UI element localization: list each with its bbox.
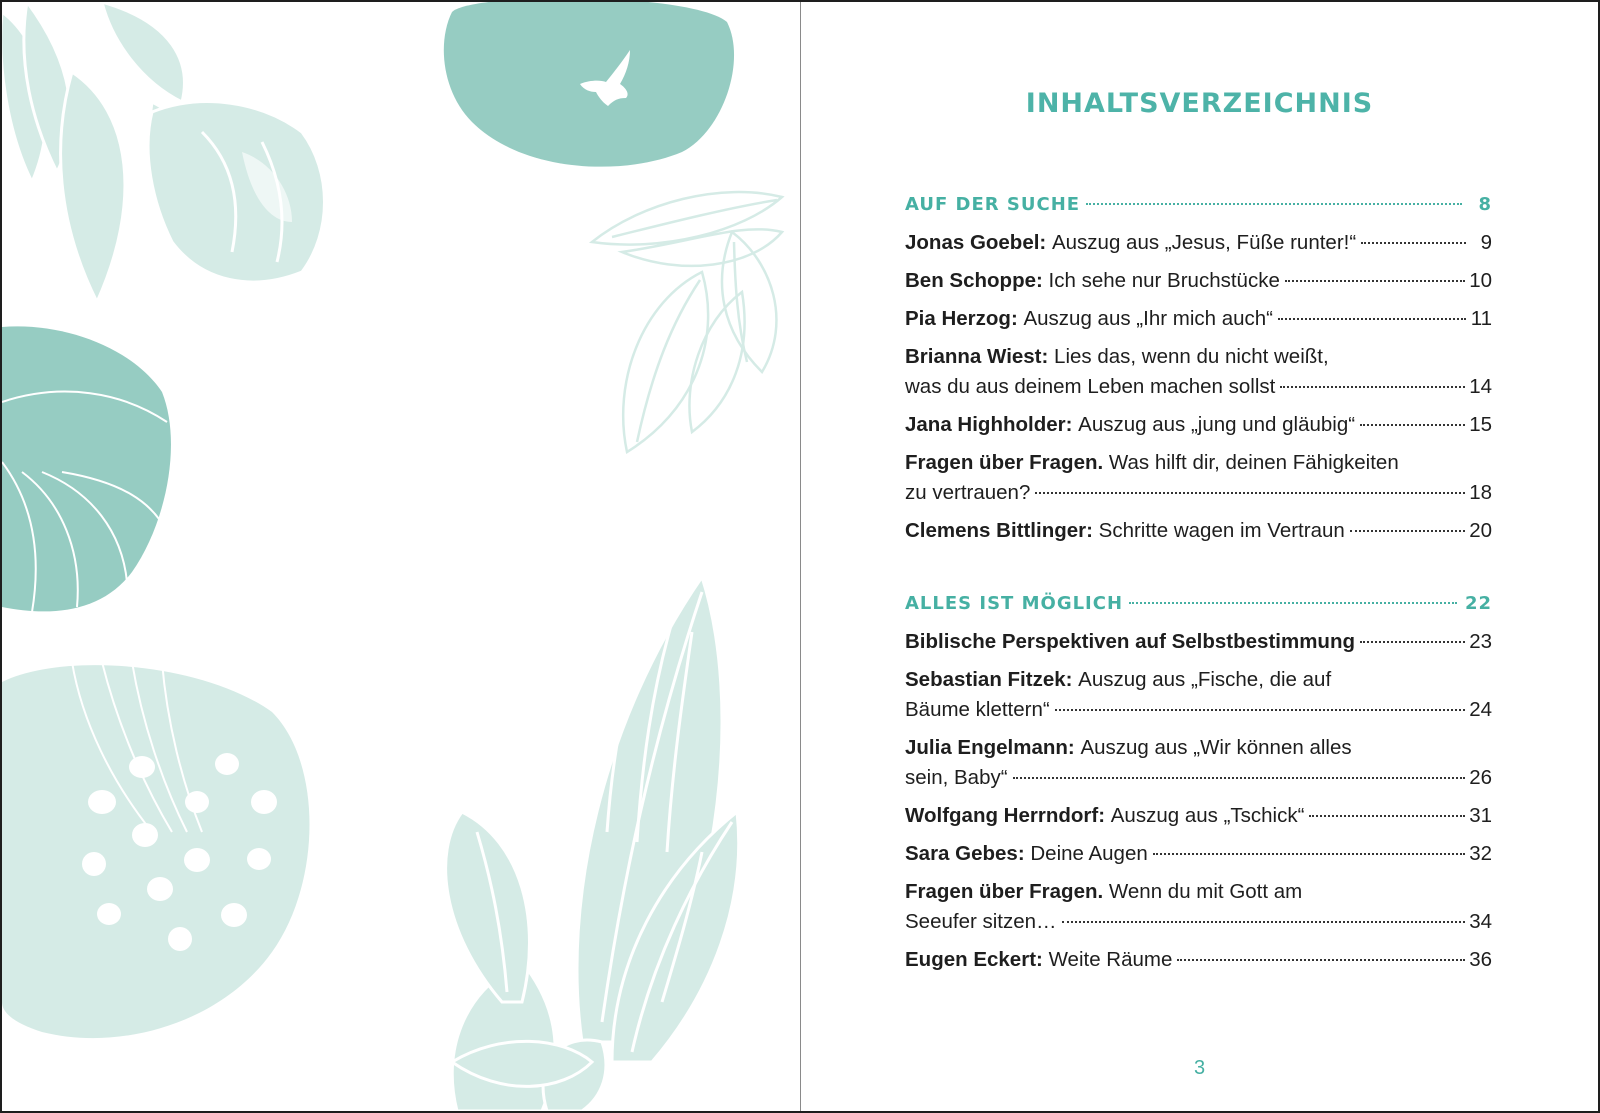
section-page: 22 bbox=[1464, 593, 1492, 614]
leaf-branch-top-left bbox=[2, 2, 325, 302]
section-heading[interactable] bbox=[905, 587, 1492, 621]
toc-entry[interactable] bbox=[905, 304, 1492, 334]
entry-title: Auszug aus „jung und gläubig“ bbox=[1078, 413, 1356, 436]
entry-page: 14 bbox=[1469, 375, 1492, 398]
entry-title: Was hilft dir, deinen Fähigkeiten bbox=[1108, 451, 1399, 474]
toc-title: INHALTSVERZEICHNIS bbox=[1025, 88, 1374, 119]
entry-title-continued: zu vertrauen? bbox=[905, 481, 1031, 504]
entry-page: 10 bbox=[1469, 269, 1492, 292]
entry-author: Pia Herzog: bbox=[905, 307, 1018, 330]
teal-blob-middle-left bbox=[2, 326, 171, 612]
entry-title: Auszug aus „Wir können alles bbox=[1080, 736, 1352, 759]
entry-title: Lies das, wenn du nicht weißt, bbox=[1054, 345, 1329, 368]
entry-author: Sebastian Fitzek: bbox=[905, 668, 1073, 691]
toc-entry[interactable] bbox=[905, 801, 1492, 831]
entry-title-continued: Bäume klettern“ bbox=[905, 698, 1050, 721]
dot-leader bbox=[1062, 921, 1466, 923]
toc-entry[interactable] bbox=[905, 733, 1492, 793]
toc-entry[interactable] bbox=[905, 342, 1492, 402]
entry-title: Ich sehe nur Bruchstücke bbox=[1048, 269, 1280, 292]
entry-page: 20 bbox=[1469, 519, 1492, 542]
entry-author: Eugen Eckert: bbox=[905, 948, 1043, 971]
section-heading[interactable] bbox=[905, 188, 1492, 222]
dot-leader bbox=[1055, 709, 1465, 711]
entry-title: Weite Räume bbox=[1048, 948, 1173, 971]
entry-page: 31 bbox=[1469, 804, 1492, 827]
toc-entry[interactable] bbox=[905, 627, 1492, 657]
teal-blob-top bbox=[444, 2, 734, 167]
dot-leader bbox=[1350, 530, 1465, 532]
entry-author: Sara Gebes: bbox=[905, 842, 1025, 865]
decorative-page bbox=[2, 2, 800, 1111]
entry-author: Julia Engelmann: bbox=[905, 736, 1075, 759]
dot-leader bbox=[1177, 959, 1465, 961]
entry-title: Auszug aus „Tschick“ bbox=[1110, 804, 1305, 827]
entry-page: 15 bbox=[1469, 413, 1492, 436]
leaf-plant-bottom-right bbox=[446, 577, 739, 1111]
section-title: AUF DER SUCHE bbox=[905, 194, 1081, 215]
entry-page: 32 bbox=[1469, 842, 1492, 865]
dot-leader bbox=[1035, 492, 1465, 494]
entry-author: Ben Schoppe: bbox=[905, 269, 1043, 292]
dot-leader bbox=[1285, 280, 1465, 282]
dot-leader bbox=[1360, 641, 1465, 643]
dot-leader bbox=[1278, 318, 1466, 320]
toc-entry[interactable] bbox=[905, 877, 1492, 937]
dot-leader bbox=[1309, 815, 1465, 817]
entry-page: 18 bbox=[1469, 481, 1492, 504]
entry-author: Clemens Bittlinger: bbox=[905, 519, 1093, 542]
dot-leader bbox=[1013, 777, 1466, 779]
pale-blob-bottom-left bbox=[2, 662, 310, 1038]
section-title: ALLES IST MÖGLICH bbox=[905, 593, 1124, 614]
entry-title: Auszug aus „Ihr mich auch“ bbox=[1023, 307, 1274, 330]
section-page: 8 bbox=[1478, 194, 1492, 215]
entry-author: Jonas Goebel: bbox=[905, 231, 1047, 254]
entry-title-continued: Seeufer sitzen… bbox=[905, 910, 1057, 933]
dot-leader bbox=[1361, 242, 1466, 244]
entry-author: Fragen über Fragen. bbox=[905, 451, 1104, 474]
toc-entry[interactable] bbox=[905, 266, 1492, 296]
toc-entry[interactable] bbox=[905, 665, 1492, 725]
dot-leader bbox=[1280, 386, 1465, 388]
toc-entry[interactable] bbox=[905, 410, 1492, 440]
page-number: 3 bbox=[1193, 1057, 1206, 1079]
toc-entry[interactable] bbox=[905, 448, 1492, 508]
entry-author: Jana Highholder: bbox=[905, 413, 1073, 436]
toc-page bbox=[801, 2, 1598, 1111]
entry-title-continued: was du aus deinem Leben machen sollst bbox=[905, 375, 1276, 398]
entry-page: 34 bbox=[1469, 910, 1492, 933]
entry-page: 9 bbox=[1480, 231, 1492, 254]
entry-author: Wolfgang Herrndorf: bbox=[905, 804, 1106, 827]
entry-author: Brianna Wiest: bbox=[905, 345, 1049, 368]
entry-title: Schritte wagen im Vertraun bbox=[1098, 519, 1345, 542]
entry-title: Deine Augen bbox=[1030, 842, 1148, 865]
entry-author: Biblische Perspektiven auf Selbstbestimmung bbox=[905, 630, 1355, 653]
entry-page: 36 bbox=[1469, 948, 1492, 971]
entry-page: 26 bbox=[1469, 766, 1492, 789]
entry-author: Fragen über Fragen. bbox=[905, 880, 1104, 903]
entry-page: 24 bbox=[1469, 698, 1492, 721]
botanical-illustration bbox=[2, 2, 800, 1111]
toc-entry[interactable] bbox=[905, 516, 1492, 546]
outline-leaves-right bbox=[592, 192, 782, 452]
dot-leader bbox=[1086, 203, 1462, 205]
toc-entry[interactable] bbox=[905, 945, 1492, 975]
entry-title-continued: sein, Baby“ bbox=[905, 766, 1008, 789]
table-of-contents bbox=[905, 188, 1492, 983]
entry-title: Auszug aus „Jesus, Füße runter!“ bbox=[1051, 231, 1357, 254]
entry-page: 23 bbox=[1469, 630, 1492, 653]
dot-leader bbox=[1129, 602, 1457, 604]
dot-leader bbox=[1360, 424, 1465, 426]
toc-entry[interactable] bbox=[905, 839, 1492, 869]
entry-title: Auszug aus „Fische, die auf bbox=[1078, 668, 1332, 691]
toc-entry[interactable] bbox=[905, 228, 1492, 258]
entry-title: Wenn du mit Gott am bbox=[1108, 880, 1303, 903]
dot-leader bbox=[1153, 853, 1465, 855]
entry-page: 11 bbox=[1470, 307, 1492, 330]
